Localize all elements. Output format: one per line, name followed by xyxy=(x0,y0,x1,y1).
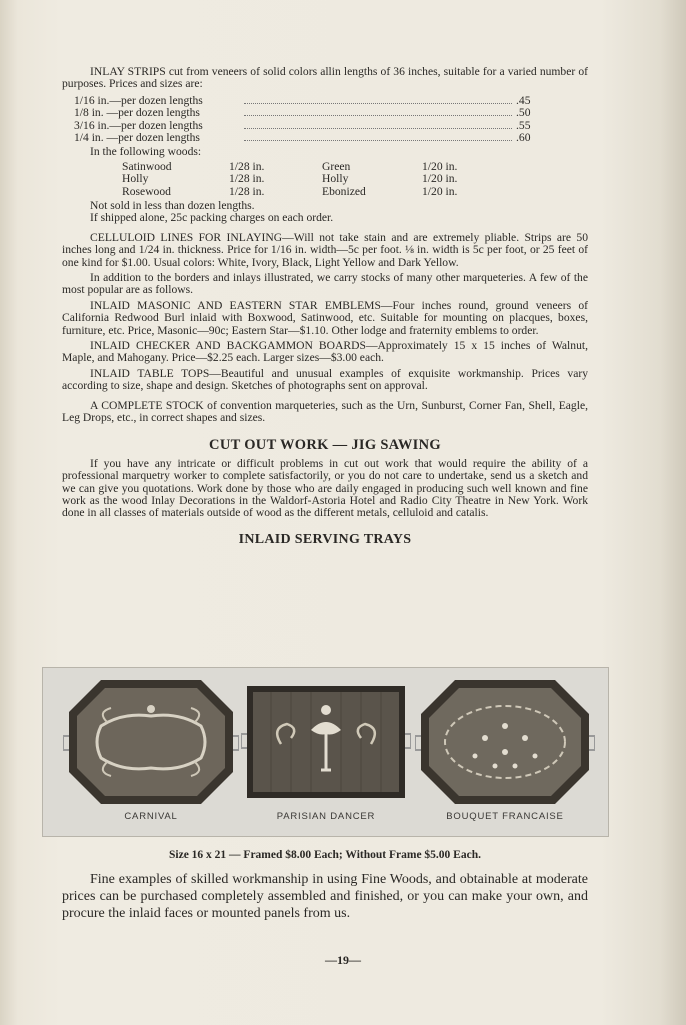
price-size: 1/16 in.—per dozen lengths xyxy=(74,93,203,107)
caption-parisian-dancer: PARISIAN DANCER xyxy=(276,811,376,822)
leader-dots xyxy=(244,103,512,104)
paragraph-celluloid: CELLULOID LINES FOR INLAYING—Will not take stain and are extremely pliable. Strips are 50 inches long and 1/24 in. thickness. Price for 1/16 in. width—5c per foot. ⅛ in. width is 5c per foot, or 25 feet of one kind for $1.00. Usual colors: White, Ivory, Black, Light Yellow and Dark Yellow. xyxy=(62,230,588,269)
note-min-order: Not sold in less than dozen lengths. xyxy=(90,198,255,212)
wood-name: Holly xyxy=(122,172,149,186)
trays-heading: INLAID SERVING TRAYS xyxy=(238,531,412,547)
inlay-strips-rest: cut from veneers of solid colors allin lengths of 36 inches, suitable for a varied number of purposes. Prices and sizes are: xyxy=(62,65,589,91)
carnival-tray-image xyxy=(63,676,239,808)
wood-thickness: 1/28 in. xyxy=(229,159,265,173)
caption-carnival: CARNIVAL xyxy=(124,811,178,822)
price-value: .45 xyxy=(516,93,531,107)
price-value: .55 xyxy=(516,118,531,132)
paragraph-marqueteries: In addition to the borders and inlays illustrated, we carry stocks of many other marqueteries. A few of the most popular are as follows. xyxy=(62,270,588,297)
note-packing: If shipped alone, 25c packing charges on each order. xyxy=(90,211,334,225)
wood-row xyxy=(122,161,588,173)
price-row xyxy=(74,107,534,119)
trays-size-price: Size 16 x 21 — Framed $8.00 Each; Without Frame $5.00 Each. xyxy=(169,849,481,861)
leader-dots xyxy=(244,140,512,141)
woods-table xyxy=(122,161,588,198)
price-size: 1/8 in. —per dozen lengths xyxy=(74,106,200,120)
trays-closing: Fine examples of skilled workmanship in using Fine Woods, and obtainable at moderate prices can be purchased completely assembled and finished, or you can make your own, and procure the inlaid faces or mounted panels from us. xyxy=(62,872,588,921)
inlay-strips-lead: INLAY STRIPS xyxy=(90,65,166,78)
bouquet-francaise-tray-image xyxy=(415,676,595,808)
page-body xyxy=(62,66,588,546)
paragraph-complete-stock: A COMPLETE STOCK of convention marqueteries, such as the Urn, Sunburst, Corner Fan, Shell, Eagle, Leg Drops, etc., in correct shapes and sizes. xyxy=(62,398,588,425)
wood-thickness: 1/20 in. xyxy=(422,184,458,198)
parisian-dancer-tray-image xyxy=(241,684,411,802)
price-size: 1/4 in. —per dozen lengths xyxy=(74,130,200,144)
woods-label: In the following woods: xyxy=(90,145,202,159)
wood-row xyxy=(122,173,588,185)
paragraph-emblems: INLAID MASONIC AND EASTERN STAR EMBLEMS—Four inches round, ground veneers of California Redwood Burl inlaid with Boxwood, Satinwood, etc. Suitable for mounting on placques, boxes, furniture, etc. Price, Masonic—90c; Eastern Star—$1.10. Other lodge and fraternity emblems to order. xyxy=(62,298,588,337)
wood-name: Green xyxy=(322,159,351,173)
leader-dots xyxy=(244,128,512,129)
page-number: —19— xyxy=(325,953,361,967)
price-size: 3/16 in.—per dozen lengths xyxy=(74,118,203,132)
cut-out-body: If you have any intricate or difficult problems in cut out work that would require the ability of a professional marquetry worker to complete satisfactorily, or you do not care to undertake, send us a sketch and we can give you quotations. Work done by those who are daily engaged in producing such well known and fine work as the wood Inlay Decorations in the Waldorf-Astoria Hotel and Radio City Theatre in New York. Work done in all classes of materials outside of wood as the different metals, celluloid and catalis. xyxy=(62,456,588,520)
wood-thickness: 1/20 in. xyxy=(422,172,458,186)
inlay-strips-intro xyxy=(62,66,588,91)
price-table xyxy=(74,95,534,145)
wood-name: Rosewood xyxy=(122,184,171,198)
trays-photo xyxy=(42,667,609,837)
leader-dots xyxy=(244,115,512,116)
paragraph-table-tops: INLAID TABLE TOPS—Beautiful and unusual examples of exquisite workmanship. Prices vary according to size, shape and design. Sketches of photographs sent on approval. xyxy=(62,366,588,393)
wood-row xyxy=(122,186,588,198)
price-value: .60 xyxy=(516,130,531,144)
paragraph-boards: INLAID CHECKER AND BACKGAMMON BOARDS—Approximately 15 x 15 inches of Walnut, Maple, and Mahogany. Price—$2.25 each. Larger sizes—$3.00 each. xyxy=(62,339,588,365)
wood-name: Ebonized xyxy=(322,184,366,198)
wood-thickness: 1/28 in. xyxy=(229,184,265,198)
price-row xyxy=(74,132,534,144)
wood-name: Satinwood xyxy=(122,159,172,173)
caption-bouquet-francaise: BOUQUET FRANCAISE xyxy=(446,811,564,822)
wood-thickness: 1/20 in. xyxy=(422,159,458,173)
wood-thickness: 1/28 in. xyxy=(229,172,265,186)
cut-out-heading: CUT OUT WORK — JIG SAWING xyxy=(209,437,441,454)
price-value: .50 xyxy=(516,106,531,120)
wood-name: Holly xyxy=(322,172,349,186)
